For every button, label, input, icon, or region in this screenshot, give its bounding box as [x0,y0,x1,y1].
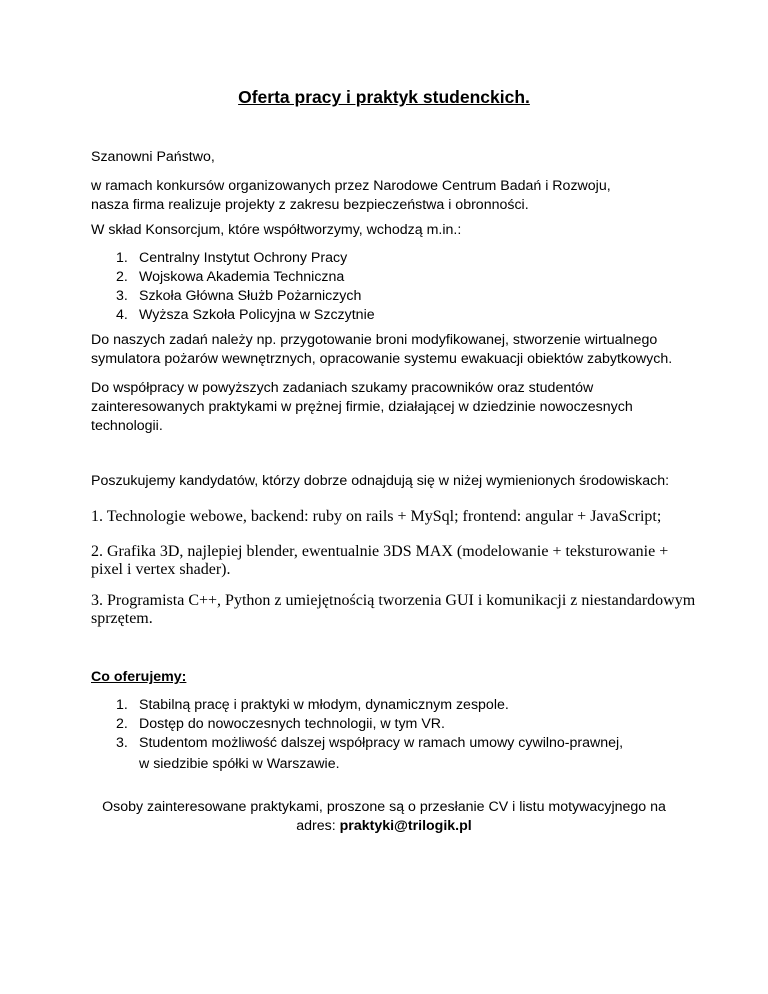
list-item [91,734,691,774]
list-item-text: Studentom możliwość dalszej współpracy w ramach umowy cywilno-prawnej, [139,735,624,751]
list-item-number: 2. [116,269,128,285]
list-item-text: Centralny Instytut Ochrony Pracy [139,250,348,266]
list-item-number: 4. [116,307,128,323]
closing-paragraph [0,798,768,836]
cooperation-line-2: zainteresowanych praktykami w prężnej firmie, działającej w dziedzinie nowoczesnych [91,399,633,415]
list-item [91,287,691,306]
address-prefix: adres: [296,818,340,834]
list-item-number: 3. [116,735,128,751]
closing-line-2 [0,817,768,836]
consortium-intro: W skład Konsorcjum, które współtworzymy, wchodzą m.in.: [91,222,462,238]
list-item-number: 3. [116,288,128,304]
consortium-list [91,249,691,325]
intro-paragraph [91,177,691,215]
requirement-3 [91,592,696,628]
list-item-number: 2. [116,716,128,732]
intro-line-2: nasza firma realizuje projekty z zakresu bezpieczeństwa i obronności. [91,197,529,213]
offer-list [91,696,691,774]
closing-line-1: Osoby zainteresowane praktykami, proszone są o przesłanie CV i listu motywacyjnego na [102,799,666,815]
requirement-3-line-2: sprzętem. [91,610,153,627]
list-item-text: Stabilną pracę i praktyki w młodym, dynamicznym zespole. [139,697,509,713]
list-item [91,306,691,325]
list-item [91,249,691,268]
requirement-2 [91,543,691,579]
list-item [91,715,691,734]
tasks-line-1: Do naszych zadań należy np. przygotowanie broni modyfikowanej, stworzenie wirtualnego [91,332,658,348]
seeking-paragraph: Poszukujemy kandydatów, którzy dobrze odnajdują się w niżej wymienionych środowiskach: [91,473,670,489]
tasks-paragraph [91,331,691,369]
list-item-number: 1. [116,250,128,266]
cooperation-line-3: technologii. [91,418,163,434]
cooperation-line-1: Do współpracy w powyższych zadaniach szukamy pracowników oraz studentów [91,380,594,396]
cooperation-paragraph [91,379,691,436]
list-item [91,268,691,287]
document-title: Oferta pracy i praktyk studenckich. [238,87,530,107]
list-item-text: Wojskowa Akademia Techniczna [139,269,345,285]
contact-email: praktyki@trilogik.pl [339,818,472,834]
list-item-text: Szkoła Główna Służb Pożarniczych [139,288,362,304]
offer-heading: Co oferujemy: [91,669,187,685]
requirement-2-line-2: pixel i vertex shader). [91,561,231,578]
requirement-1 [91,508,691,526]
tasks-line-2: symulatora pożarów wewnętrznych, opracowanie systemu ewakuacji obiektów zabytkowych. [91,351,673,367]
requirement-2-line-1: 2. Grafika 3D, najlepiej blender, ewentualnie 3DS MAX (modelowanie + teksturowanie + [91,543,669,560]
list-item [91,696,691,715]
list-item-text: Wyższa Szkoła Policyjna w Szczytnie [139,307,375,323]
requirement-1-line-1: 1. Technologie webowe, backend: ruby on rails + MySql; frontend: angular + JavaScript; [91,508,662,525]
greeting: Szanowni Państwo, [91,149,215,165]
list-item-text-continued: w siedzibie spółki w Warszawie. [139,756,340,772]
requirement-3-line-1: 3. Programista C++, Python z umiejętnością tworzenia GUI i komunikacji z niestandardowym [91,592,696,609]
intro-line-1: w ramach konkursów organizowanych przez Narodowe Centrum Badań i Rozwoju, [91,178,611,194]
list-item-number: 1. [116,697,128,713]
list-item-text: Dostęp do nowoczesnych technologii, w tym VR. [139,716,445,732]
